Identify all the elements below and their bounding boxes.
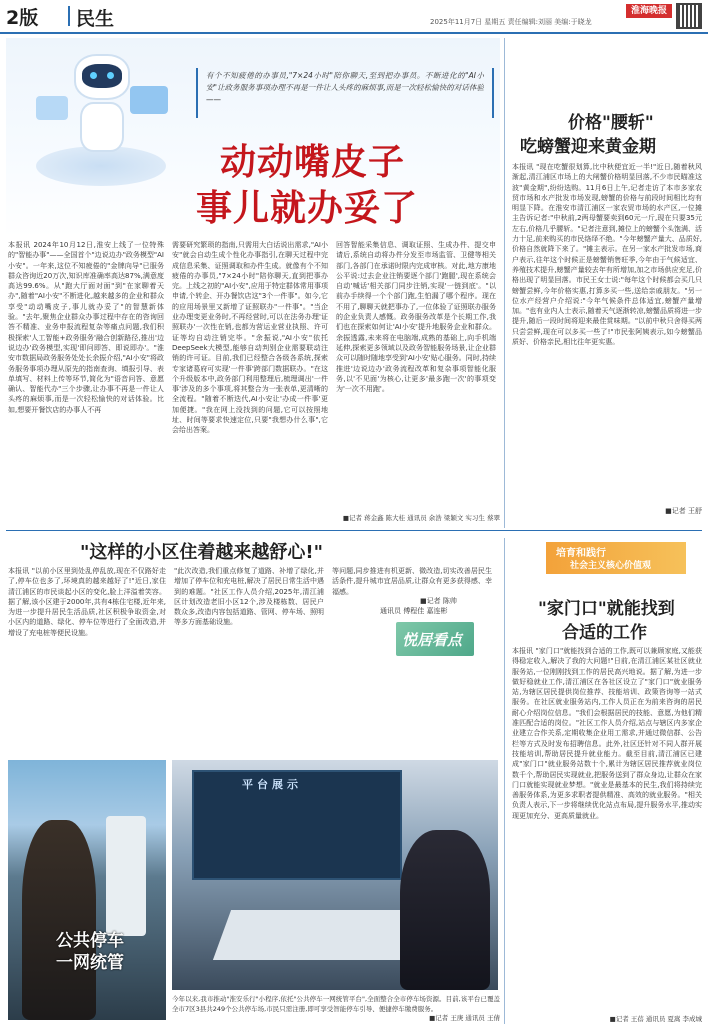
price-byline: ■记者 王舒: [665, 507, 702, 515]
community-byline-1: ■记者 陈帅: [420, 597, 457, 605]
lead-banner: [6, 38, 500, 238]
lead-col3: 回答智能采集信息、调取证照、生成办件、提交申请后,系统自动将办件分发至市场监管、卫健等相关部门,各部门在承诺时限内完成审核。对此,地方康地公平说:过去企业注销要逐个部门'跑腿',现在系统会自动'喊话'相关部门同步注销,实现'一链到底'。"以前办手续得一个个部门跑,生怕漏了哪个程序。现在不用了,聊聊天就把事办了,一位体验了证照联办服务的企业负责人感慨。政务服务改革是个长期工作,我们也在探索如何让'AI小安'提升地服务企业和群众。余振透露,未来将在电脑端,成熟的基础上,向手机端延伸,探索更多领域以及政务智能服务场景,让企业群众可以随时随地享受到'AI小安'贴心服务。同时,持续推进'边说边办'政务流程改革和复杂事项智能化服务,以'不见面'为核心,让更多'最多跑一次'的事项变为'一次不用跑'。: [336, 241, 496, 394]
person-silhouette-icon: [400, 830, 490, 990]
community-col1: 本报讯 "以前小区里到处乱停乱放,现在不仅路好走了,停车位也多了,环境真的越来越好了!"近日,家住清江浦区的市民谈起小区的变化,脸上洋溢着笑容。据了解,该小区建于2000年,共有4栋住宅楼,近年来,为进一步提升居民生活品质,社区积极争取资金,对小区内的道路、绿化、停车位等进行了全面改造,并增设了充电桩等便民设施。: [8, 567, 166, 637]
intro-box: [196, 68, 494, 118]
lead-title-line1: 动动嘴皮子: [220, 142, 406, 183]
lead-col2: 需要研究繁琐的指南,只需用大白话说出需求,"AI小安"就会自动生成个性化办事指引,在聊天过程中完成信息采集、证照调取和办件生成。就像有个不知疲倦的办事员,"7×24小时"陪你聊天,直到把事办完。上线之初的"AI小安",应用于特定群体常用事项申请,个转企、开办餐饮店这"3个一件事"。如今,它的应用场景里又新增了证照联办"一件事"。"当企业办理变更业务时,不再经营时,可以在法务办理'证照联办'一次性在销,也都为营运业营业执照、许可证等均自动注销完毕。"余振说,"AI小安"依托DeepSeek大模型,能够自动判别企业需要联动注销的许可证。目前,我们已经整合各级各系统,探索专家诸葛府可实现'一件事'跨部门数据联办。"在这个升级版本中,政务部门利用整理后,梳理调出'一件事'涉及的多个事项,将其整合为一张表单,更清晰的全流程。"随着不断迭代,AI小安让'办成一件事'更加便捷。"我在网上没找到的问题,它可以按照地址、时间等要求快速定位,只要"我想办什么事",它会给出答案。: [172, 241, 328, 435]
community-col3: 等问题,同步推进有机更新、微改造,切实改善居民生活条件,提升城市宜居品质,让群众有更多获得感、幸福感。: [332, 567, 492, 596]
robot-face-icon: [82, 64, 122, 88]
parking-title-line1: 公共停车: [56, 931, 124, 951]
robot-illustration: [26, 46, 186, 196]
parking-title-line2: 一网统管: [56, 953, 124, 973]
masthead: [0, 0, 708, 34]
lead-byline: ■记者 蒋金鑫 陈大桂 通讯员 余浩 梁颖文 实习生 蔡翠: [342, 514, 500, 522]
lead-col1: 本报讯 2024年10月12日,淮安上线了一位特殊的"智能办事"——全国首个"边说边办"政务模型"AI小安"。一年来,这位不知疲倦的"金牌向导"已服务群众咨询近20万次,知识库准确率高达87%,满意度高达99.6%。从"跑大厅面对面"到"在家聊着天办",随着"AI小安"不断进化,越来越多的企业和群众享受"动动嘴皮子,事儿就办妥了"的智慧新体验。"去年,聚焦企业群众办事过程中存在的咨询回答不精准、业务申报流程复杂等痛点问题,我们积极探索'人工智能+政务服务'融合创新路径,推出'边说边办'政务模型,实现'即问即答、即说即办'。"淮安市数据局政务服务处处长余振介绍,"AI小安"将政务服务事项办理从原先的指南查询、填报引导、表单填写、材料上传等环节,简化为"语音问答、意愿确认、智能代办"三个步骤,让办事不再是一件让人头疼的麻烦事,而是一次轻松愉快的对话体验。比如,想要开餐饮店的办事人不再: [8, 241, 164, 414]
robot-panel-icon: [130, 86, 168, 114]
robot-body-icon: [80, 102, 124, 152]
values-banner-line1: 培育和践行: [556, 548, 606, 559]
jobs-title-line2: 合适的工作: [562, 623, 647, 643]
qr-code: [676, 3, 702, 29]
values-banner-line2: 社会主义核心价值观: [570, 561, 652, 571]
intro-text: 有个不知疲倦的办事员,"7×24小时"陪你聊天,至到把办事员。不断进化的"AI小安"让政务服务事项办理不再是一件让人头疼的麻烦事,而是一次轻松愉快的对话体验——: [206, 71, 484, 104]
charging-station-icon: [106, 816, 146, 936]
price-title-line2: 吃螃蟹迎来黄金期: [520, 137, 656, 157]
jobs-title-line1: "家门口"就能找到: [538, 599, 675, 619]
section-rule: [6, 530, 702, 531]
robot-eye-icon: [90, 72, 97, 79]
date-line: 2025年11月7日 星期五 责任编辑:刘丽 美编:于晓龙: [430, 18, 592, 26]
parking-byline: ■记者 王庚 通讯员 王倩: [429, 1014, 500, 1022]
screen-label: 平台展示: [242, 778, 302, 791]
community-title: "这样的小区住着越来越舒心!": [80, 542, 323, 563]
parking-body: 今年以来,我市推动"淮安乐行"小程序,依托"公共停车一网统管平台",全面整合全市停车场资源。目前,该平台已覆盖全市7区3县共249个公共停车场,市民只需注册,即可享受智能停车引导、便捷停车缴费服务。: [172, 995, 500, 1013]
values-banner: [546, 542, 686, 574]
parking-photo-left: [8, 760, 166, 1020]
jobs-byline: ■记者 王蓓 通讯员 夏嵩 李成城: [609, 1015, 702, 1023]
parking-photo-right: [172, 760, 498, 990]
jobs-body: 本报讯 "家门口"就能找到合适的工作,既可以兼顾家庭,又能获得稳定收入,解决了我的大问题!"日前,在清江浦区某社区就业服务站,一位刚刚找到工作的居民高兴地说。据了解,为进一步做好稳就业工作,清江浦区在各社区设立了"家门口"就业服务站,为辖区居民提供岗位推荐、技能培训、政策咨询等一站式服务。在社区就业服务站内,工作人员正在为前来咨询的居民耐心介绍岗位信息。"我们会根据居民的技能、意愿,为他们精准匹配合适的岗位。"社区工作人员介绍,站点与辖区内多家企业建立合作关系,定期收集企业用工需求,并通过微信群、公告栏等方式及时发布招聘信息。此外,社区还针对不同人群开展技能培训,帮助居民提升就业能力。截至目前,清江浦区已建成"家门口"就业服务站数十个,累计为辖区居民推荐就业岗位数千个,帮助居民实现就业,把服务送到了群众身边,让群众在家门口就能实现就业梦想。"就业是最基本的民生,我们将持续完善服务体系,为更多求职者提供精准、高效的就业服务。"相关负责人表示,下一步将继续优化站点布局,提升服务水平,推动实现更加充分、更高质量就业。: [512, 647, 702, 820]
column-divider: [504, 38, 505, 528]
community-col2: "此次改造,我们重点修复了道路、补增了绿化,并增加了停车位和充电桩,解决了居民日常生活中遇到的难题。"社区工作人员介绍,2025年,清江浦区计划改造老旧小区12个,涉及楼栋数、居民户数众多,改造内容包括道路、管网、停车场、照明等多方面基础设施。: [174, 567, 324, 627]
person-silhouette-icon: [22, 820, 96, 1020]
community-byline-2: 通讯员 傅程佳 嘉连彬: [380, 607, 448, 615]
section-name: 民生: [76, 8, 115, 30]
price-title-line1: 价格"腰斩": [568, 113, 654, 133]
page-number: 2版: [6, 7, 39, 29]
community-badge: [396, 622, 474, 656]
column-divider: [504, 538, 505, 1024]
paper-logo: 淮海晚报: [626, 4, 672, 18]
robot-panel-icon: [36, 96, 68, 120]
section-divider: [68, 6, 70, 26]
robot-eye-icon: [107, 72, 114, 79]
masthead-rule: [0, 32, 708, 34]
parking-caption-box: [172, 994, 500, 1024]
lead-title-line2: 事儿就办妥了: [196, 188, 419, 229]
price-body: 本报讯 "现在吃蟹很划算,比中秋便宜近一半!"近日,随着秋风渐起,清江浦区市场上的大闸蟹价格明显回落,不少市民瞄准这波"黄金期",纷纷选购。11月6日上午,记者走访了本市多家农贸市场和水产批发市场发现,螃蟹的价格与前段时间相比均有明显下降。在淮安市清江浦区一家农贸市场的水产区,一位摊主告诉记者:"中秋前,2两母蟹要卖到60元一斤,现在只要35元左右,价格几乎腰斩。"记者注意到,摊位上的螃蟹个头饱满、活力十足,前来购买的市民络绎不绝。"今年螃蟹产量大、品质好,价格自然就降下来了。"摊主表示。在另一家水产批发市场,商户表示,往年这个时候正是螃蟹销售旺季,今年由于气候适宜、养殖技术提升,螃蟹产量较去年有所增加,加之市场供应充足,价格出现了明显回落。市民王女士说:"每年这个时候都会买几只螃蟹尝鲜,今年价格实惠,打算多买一些,送给亲戚朋友。"另一位水产经营户介绍说:"今年气候条件总体适宜,螃蟹产量增加。"也有业内人士表示,随着天气逐渐转凉,螃蟹品质将进一步提升,随后一段时间将迎来最佳赏味期。"以前中秋只舍得买两只尝尝鲜,现在可以多买一些了!"市民张阿姨表示,如今螃蟹品质好、价格亲民,相比往年更实惠。: [512, 163, 702, 347]
community-badge-label: 悦居看点: [402, 631, 463, 649]
robot-platform-icon: [36, 146, 166, 186]
